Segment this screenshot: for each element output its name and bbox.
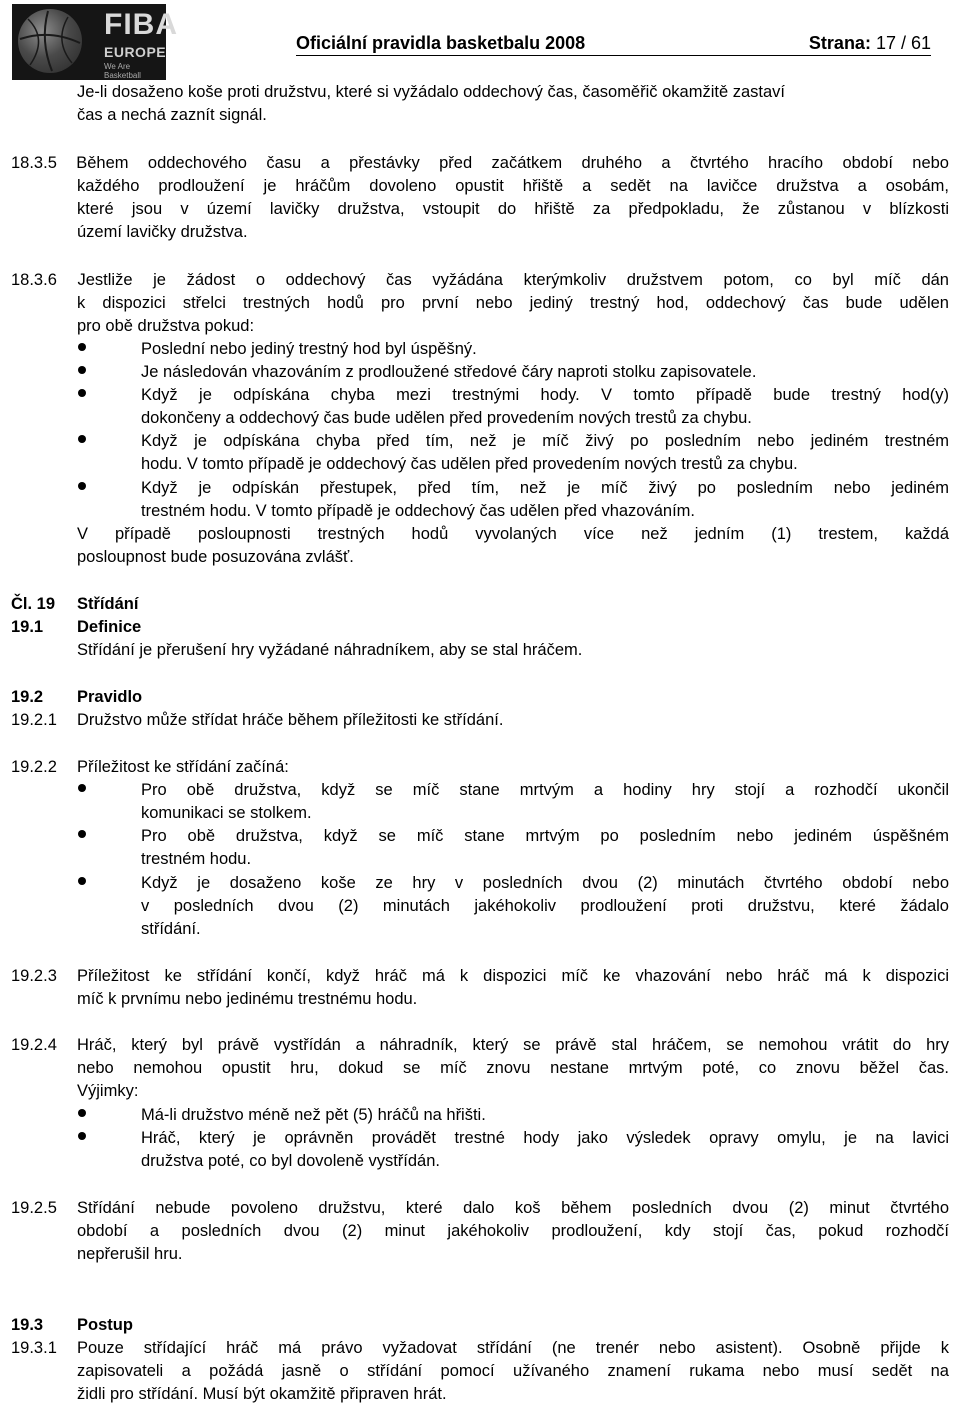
paragraph-line: míč k prvnímu nebo jedinému trestnému hodu.: [77, 990, 418, 1008]
paragraph-line: zapisovateli a požádá jasně o střídání pomocí užívaného znamení rukama nebo musí sedět na: [77, 1362, 949, 1380]
bullet-text: Když je odpískán přestupek, před tím, než je míč živý po posledním nebo jediném: [141, 479, 949, 497]
bullet-icon: [78, 1132, 86, 1140]
rule-number: 19.2.2: [11, 758, 57, 776]
rule-18-3-5-line: které jsou v území lavičky družstva, vstoupit do hřiště za předpokladu, že zůstanou v blízkosti: [77, 200, 949, 218]
bullet-text: střídání.: [141, 920, 201, 938]
logo-region: EUROPE: [104, 44, 167, 60]
bullet-text: družstva poté, co byl dovoleně vystřídán.: [141, 1152, 440, 1170]
bullet-text: Je následován vhazováním z prodloužené středové čáry naproti stolku zapisovatele.: [141, 363, 757, 381]
rule-18-3-5-line: území lavičky družstva.: [77, 223, 248, 241]
paragraph-line: Je-li dosaženo koše proti družstvu, které si vyžádalo oddechový čas, časoměřič okamžitě zastaví: [77, 83, 785, 101]
basketball-icon: [18, 9, 82, 73]
rule-18-3-6-line: pro obě družstva pokud:: [77, 317, 255, 335]
paragraph-line: Střídání nebude povoleno družstvu, které dalo koš během posledních dvou (2) minut čtvrtého: [77, 1199, 949, 1217]
bullet-icon: [78, 830, 86, 838]
bullet-icon: [78, 784, 86, 792]
paragraph-line: V případě posloupnosti trestných hodů vyvolaných více než jedním (1) trestem, každá: [77, 525, 949, 543]
paragraph-line: Výjimky:: [77, 1082, 139, 1100]
paragraph-line: Příležitost ke střídání začíná:: [77, 758, 289, 776]
bullet-text: dokončeny a oddechový čas bude udělen před provedením nových trestů za chybu.: [141, 409, 752, 427]
section-title: Postup: [77, 1316, 133, 1334]
bullet-text: Poslední nebo jediný trestný hod byl úspěšný.: [141, 340, 477, 358]
paragraph-line: Příležitost ke střídání končí, když hráč má k dispozici míč ke vhazování nebo hráč má k dispozici: [77, 967, 949, 985]
paragraph-line: Střídání je přerušení hry vyžádané náhradníkem, aby se stal hráčem.: [77, 641, 583, 659]
logo-tagline: We Are Basketball: [104, 62, 141, 80]
rule-18-3-6-line: 18.3.6 Jestliže je žádost o oddechový čas vyžádána kterýmkoliv družstvem potom, co byl míč dán: [11, 271, 949, 289]
paragraph-line: čas a nechá zaznít signál.: [77, 106, 267, 124]
bullet-text: v posledních dvou (2) minutách jakéhokoliv prodloužení proti družstvu, které žádalo: [141, 897, 949, 915]
section-number: 19.1: [11, 618, 44, 636]
paragraph-line: Hráč, který byl právě vystřídán a náhradník, který se právě stal hráčem, se nemohou vrátit do hry: [77, 1036, 949, 1054]
paragraph-line: nepřerušil hru.: [77, 1245, 183, 1263]
bullet-text: Když je dosaženo koše ze hry v posledních dvou (2) minutách čtvrtého období nebo: [141, 874, 949, 892]
section-number: 19.2: [11, 688, 44, 706]
rule-18-3-5-line: 18.3.5 Během oddechového času a přestávky před začátkem druhého a čtvrtého hracího období nebo: [11, 154, 949, 172]
rule-18-3-6-line: k dispozici střelci trestných hodů pro první nebo jediný trestný hod, oddechový čas bude udělen: [77, 294, 949, 312]
rule-number: 19.2.3: [11, 967, 57, 985]
rule-number: 19.2.1: [11, 711, 57, 729]
bullet-text: komunikaci se stolkem.: [141, 804, 312, 822]
bullet-icon: [78, 877, 86, 885]
fiba-europe-logo: [12, 4, 178, 80]
bullet-text: Když je odpískána chyba před tím, než je míč živý po posledním nebo jediném trestném: [141, 432, 949, 450]
section-title: Pravidlo: [77, 688, 143, 706]
document-title: Oficiální pravidla basketbalu 2008: [296, 33, 586, 53]
bullet-text: Hráč, který je oprávněn provádět trestné hody jako výsledek opravy omylu, je na lavici: [141, 1129, 949, 1147]
logo-brand: FIBA: [104, 8, 178, 41]
bullet-text: Když je odpískána chyba mezi trestnými hody. V tomto případě bude trestný hod(y): [141, 386, 949, 404]
bullet-icon: [78, 1109, 86, 1117]
section-title: Definice: [77, 618, 142, 636]
header-divider: [296, 55, 931, 56]
bullet-icon: [78, 366, 86, 374]
bullet-text: Pro obě družstva, když se míč stane mrtvým a hodiny hry stojí a rozhodčí ukončil: [141, 781, 949, 799]
paragraph-line: posloupnost bude posuzována zvlášť.: [77, 548, 354, 566]
rule-18-3-5-line: každého prodloužení je hráčům dovoleno opustit hřiště a sedět na lavičce družstva a osobám,: [77, 177, 949, 195]
page-indicator: [809, 32, 931, 54]
section-number: 19.3: [11, 1316, 44, 1334]
rule-number: 19.3.1: [11, 1339, 57, 1357]
bullet-text: trestném hodu. V tomto případě je oddechový čas udělen před vhazováním.: [141, 502, 695, 520]
page-number: 17 / 61: [875, 33, 931, 53]
bullet-text: Má-li družstvo méně než pět (5) hráčů na hřišti.: [141, 1106, 486, 1124]
bullet-text: hodu. V tomto případě je oddechový čas udělen před provedením nových trestů za chybu.: [141, 455, 798, 473]
bullet-text: Pro obě družstva, když se míč stane mrtvým po posledním nebo jediném úspěšném: [141, 827, 949, 845]
paragraph-line: Družstvo může střídat hráče během příležitosti ke střídání.: [77, 711, 504, 729]
bullet-text: trestném hodu.: [141, 850, 252, 868]
rule-number: 19.2.5: [11, 1199, 57, 1217]
paragraph-line: Pouze střídající hráč má právo vyžadovat střídání (ne trenér nebo asistent). Osobně přijde k: [77, 1339, 949, 1357]
page-label: Strana:: [808, 33, 871, 53]
bullet-icon: [78, 343, 86, 351]
article-number: Čl. 19: [11, 595, 56, 613]
paragraph-line: židli pro střídání. Musí být okamžitě připraven hrát.: [77, 1385, 447, 1403]
paragraph-line: období a posledních dvou (2) minut jakéhokoliv prodloužení, kdy stojí čas, pokud rozhodčí: [77, 1222, 949, 1240]
article-title: Střídání: [77, 595, 139, 613]
bullet-icon: [78, 435, 86, 443]
paragraph-line: nebo nemohou opustit hru, dokud se míč znovu nestane mrtvým poté, co znovu běžel čas.: [77, 1059, 949, 1077]
bullet-icon: [78, 389, 86, 397]
rule-number: 19.2.4: [11, 1036, 57, 1054]
bullet-icon: [78, 482, 86, 490]
